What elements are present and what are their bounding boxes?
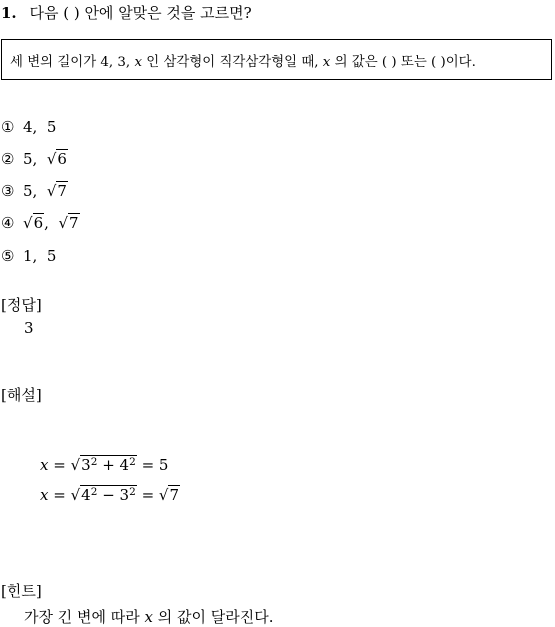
option-marker: ① <box>1 118 15 136</box>
option-marker: ② <box>1 150 15 168</box>
option-value: 5 <box>46 118 57 136</box>
exponent: 2 <box>129 455 136 468</box>
option-marker: ③ <box>1 182 15 200</box>
sqrt-symbol: √ <box>58 214 68 232</box>
radicand: 7 <box>57 182 67 200</box>
question-line <box>1 2 252 23</box>
option-marker: ⑤ <box>1 247 15 265</box>
option-4[interactable] <box>1 214 80 232</box>
exponent: 2 <box>90 455 98 468</box>
sqrt-expression <box>71 486 137 504</box>
hint-text <box>24 606 274 627</box>
operator: − <box>102 486 115 504</box>
sqrt-symbol: √ <box>46 182 57 200</box>
solution-heading: [해설] <box>1 386 42 404</box>
variable-x: x <box>134 55 143 70</box>
statement-prefix: 세 변의 길이가 4, 3, <box>10 55 135 70</box>
equals-sign: = <box>141 456 155 474</box>
base: 3 <box>119 486 130 504</box>
exponent: 2 <box>129 485 136 498</box>
radicand: 6 <box>57 150 67 168</box>
variable-x: x <box>144 608 153 626</box>
hint-heading: [힌트] <box>1 582 42 600</box>
option-3[interactable] <box>1 182 68 200</box>
equals-sign: = <box>141 486 155 504</box>
equals-sign: = <box>53 486 66 504</box>
base: 4 <box>119 456 130 474</box>
radicand: 7 <box>169 486 180 504</box>
exponent: 2 <box>90 485 98 498</box>
separator: , <box>44 214 49 232</box>
base: 4 <box>81 486 91 504</box>
solution-equation-2 <box>40 486 180 504</box>
option-value: 5, <box>23 150 38 168</box>
option-5[interactable] <box>1 247 56 265</box>
sqrt-expression <box>47 150 68 168</box>
option-2[interactable] <box>1 150 68 168</box>
result: 5 <box>158 456 169 474</box>
sqrt-expression <box>58 214 79 232</box>
radicand: 6 <box>33 214 44 232</box>
variable-x: x <box>40 486 49 504</box>
option-marker: ④ <box>1 214 15 232</box>
option-value: 1, <box>23 247 38 265</box>
sqrt-expression <box>23 214 44 232</box>
radicand <box>80 485 137 504</box>
sqrt-symbol: √ <box>158 486 169 504</box>
operator: + <box>102 456 115 474</box>
question-text: 다음 ( ) 안에 알맞은 것을 고르면? <box>29 4 252 22</box>
variable-x: x <box>322 55 331 70</box>
hint-prefix: 가장 긴 변에 따라 <box>24 608 145 626</box>
option-1[interactable] <box>1 118 56 136</box>
base: 3 <box>81 456 91 474</box>
equals-sign: = <box>53 456 66 474</box>
sqrt-symbol: √ <box>46 150 57 168</box>
option-value: 5 <box>46 247 57 265</box>
option-value: 4, <box>23 118 38 136</box>
sqrt-symbol: √ <box>70 486 81 504</box>
statement-middle: 인 삼각형이 직각삼각형일 때, <box>142 55 323 70</box>
option-value: 5, <box>23 182 38 200</box>
problem-statement <box>10 51 476 70</box>
sqrt-expression <box>47 182 68 200</box>
answer-value: 3 <box>24 319 34 337</box>
answer-heading: [정답] <box>1 296 42 314</box>
hint-suffix: 의 값이 달라진다. <box>152 608 274 626</box>
question-number: 1. <box>1 4 17 22</box>
problem-box <box>1 39 552 80</box>
sqrt-symbol: √ <box>70 456 81 474</box>
sqrt-expression <box>71 456 137 474</box>
statement-suffix: 의 값은 ( ) 또는 ( )이다. <box>330 55 476 70</box>
variable-x: x <box>40 456 49 474</box>
radicand: 7 <box>69 214 79 232</box>
radicand <box>80 455 137 474</box>
solution-equation-1 <box>40 456 168 474</box>
sqrt-expression <box>159 486 180 504</box>
sqrt-symbol: √ <box>23 214 33 232</box>
